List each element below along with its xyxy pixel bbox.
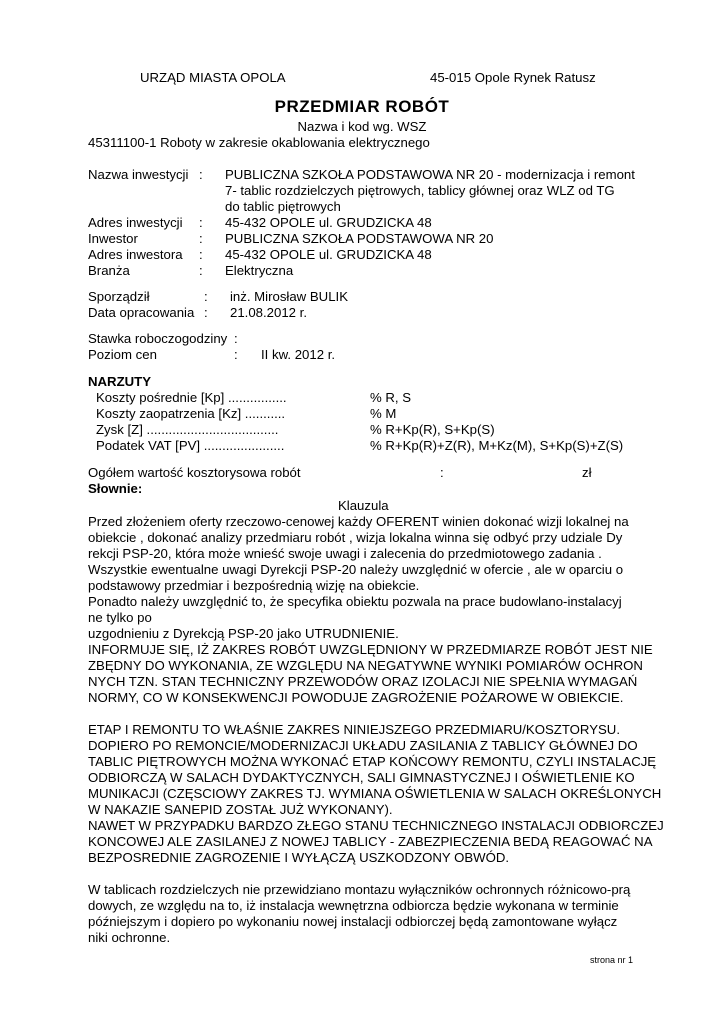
- prepared-by: inż. Mirosław BULIK: [230, 289, 348, 304]
- colon: :: [199, 263, 203, 278]
- clause-line: ODBIORCZĄ W SALACH DYDAKTYCZNYCH, SALI GIMNASTYCZNEJ I OŚWIETLENIE KO: [88, 770, 635, 785]
- investor-address: 45-432 OPOLE ul. GRUDZICKA 48: [225, 247, 432, 262]
- colon: :: [234, 347, 238, 362]
- clause-line: niki ochronne.: [88, 930, 171, 945]
- narzut-value: % R+Kp(R)+Z(R), M+Kz(M), S+Kp(S)+Z(S): [370, 438, 624, 453]
- investment-name-line-2: 7- tablic rozdzielczych piętrowych, tablicy głównej oraz WLZ od TG: [225, 183, 615, 198]
- code-line: 45311100-1 Roboty w zakresie okablowania elektrycznego: [88, 135, 430, 150]
- narzut-value: % R+Kp(R), S+Kp(S): [370, 422, 495, 437]
- clause-line: dowych, ze względu na to, iż instalacja wewnętrzna odbiorcza będzie wykonana w terminie: [88, 898, 619, 913]
- colon: :: [199, 231, 203, 246]
- clause-line: rekcji PSP-20, która może wnieść swoje uwagi i zalecenia do przedmiotowego zadania .: [88, 546, 602, 561]
- price-level-label: Poziom cen: [88, 347, 157, 362]
- total-label: Ogółem wartość kosztorysowa robót: [88, 465, 301, 480]
- colon: :: [199, 215, 203, 230]
- investment-address-label: Adres inwestycji: [88, 215, 183, 230]
- clause-line: ETAP I REMONTU TO WŁAŚNIE ZAKRES NINIEJSZEGO PRZEDMIARU/KOSZTORYSU.: [88, 722, 620, 737]
- colon: :: [440, 465, 444, 480]
- prepared-by-label: Sporządził: [88, 289, 150, 304]
- clause-line: W tablicach rozdzielczych nie przewidziano montazu wyłączników ochronnych różnicowo-prą: [88, 882, 631, 897]
- page-number: strona nr 1: [590, 955, 634, 965]
- in-words-label: Słownie:: [88, 481, 143, 496]
- clause-line: KONCOWEJ ALE ZASILANEJ Z NOWEJ TABLICY - ZABEZPIECZENIA BEDĄ REAGOWAĆ NA: [88, 834, 653, 849]
- investment-name-line-1: PUBLICZNA SZKOŁA PODSTAWOWA NR 20 - modernizacja i remont: [225, 167, 635, 182]
- document-subtitle: Nazwa i kod wg. WSZ: [297, 119, 427, 134]
- narzut-value: % M: [370, 406, 397, 421]
- clause-line: W NAKAZIE SANEPID ZOSTAŁ JUŻ WYKONANY).: [88, 802, 393, 817]
- hourly-rate-label: Stawka roboczogodziny: [88, 331, 228, 346]
- clause-line: TABLIC PIĘTROWYCH MOŻNA WYKONAĆ ETAP KOŃCOWY REMONTU, CZYLI INSTALACJĘ: [88, 754, 657, 769]
- branch-label: Branża: [88, 263, 130, 278]
- currency: zł: [582, 465, 592, 480]
- clause-line: podstawowy przedmiar i bezpośrednią wizję na obiekcie.: [88, 578, 420, 593]
- narzut-label: Zysk [Z] ....................................: [96, 422, 279, 437]
- investor-label: Inwestor: [88, 231, 138, 246]
- clause-line: BEZPOSREDNIE ZAGROZENIE I WYŁĄCZĄ USZKODZONY OBWÓD.: [88, 850, 510, 865]
- clause-line: późniejszym i dopiero po wykonaniu nowej instalacji odbiorczej będą zamontowane wyłącz: [88, 914, 618, 929]
- price-level: II kw. 2012 r.: [261, 347, 336, 362]
- office-name: URZĄD MIASTA OPOLA: [140, 70, 286, 85]
- investment-address: 45-432 OPOLE ul. GRUDZICKA 48: [225, 215, 432, 230]
- narzut-label: Podatek VAT [PV] ......................: [96, 438, 285, 453]
- investor-address-label: Adres inwestora: [88, 247, 183, 262]
- clause-line: Wszystkie ewentualne uwagi Dyrekcji PSP-20 należy uwzględnić w ofercie , ale w oparciu o: [88, 562, 624, 577]
- colon: :: [204, 289, 208, 304]
- colon: :: [199, 247, 203, 262]
- clause-line: DOPIERO PO REMONCIE/MODERNIZACJI UKŁADU ZASILANIA Z TABLICY GŁÓWNEJ DO: [88, 738, 638, 753]
- colon: :: [199, 167, 203, 182]
- clause-line: Ponadto należy uwzględnić to, że specyfika obiektu pozwala na prace budowlano-instalacyj: [88, 594, 622, 609]
- clause-line: Przed złożeniem oferty rzeczowo-cenowej każdy OFERENT winien dokonać wizji lokalnej na: [88, 514, 629, 529]
- clause-line: ZBĘDNY DO WYKONANIA, ZE WZGLĘDU NA NEGATYWNE WYNIKI POMIARÓW OCHRON: [88, 658, 643, 673]
- clause-line: obiekcie , dokonać analizy przedmiaru robót , wizja lokalna winna się odbyć przy udziale Dy: [88, 530, 623, 545]
- narzut-label: Koszty zaopatrzenia [Kz] ...........: [96, 406, 286, 421]
- investment-name-label: Nazwa inwestycji: [88, 167, 189, 182]
- investor: PUBLICZNA SZKOŁA PODSTAWOWA NR 20: [225, 231, 494, 246]
- office-address: 45-015 Opole Rynek Ratusz: [430, 70, 596, 85]
- narzuty-heading: NARZUTY: [88, 374, 152, 389]
- clause-line: NYCH TZN. STAN TECHNICZNY PRZEWODÓW ORAZ IZOLACJI NIE SPEŁNIA WYMAGAŃ: [88, 674, 638, 689]
- clause-line: uzgodnieniu z Dyrekcją PSP-20 jako UTRUDNIENIE.: [88, 626, 399, 641]
- clause-line: NORMY, CO W KONSEKWENCJI POWODUJE ZAGROŻENIE POŻAROWE W OBIEKCIE.: [88, 690, 624, 705]
- narzut-label: Koszty pośrednie [Kp] ................: [96, 390, 287, 405]
- clause-line: INFORMUJE SIĘ, IŻ ZAKRES ROBÓT UWZGLĘDNIONY W PRZEDMIARZE ROBÓT JEST NIE: [88, 642, 653, 657]
- clause-line: MUNIKACJI (CZĘSCIOWY ZAKRES TJ. WYMIANA OŚWIETLENIA W SALACH OKREŚLONYCH: [88, 786, 662, 801]
- clause-heading: Klauzula: [338, 498, 389, 513]
- colon: :: [204, 305, 208, 320]
- colon: :: [234, 331, 238, 346]
- date: 21.08.2012 r.: [230, 305, 307, 320]
- branch: Elektryczna: [225, 263, 294, 278]
- narzut-value: % R, S: [370, 390, 412, 405]
- document-title: PRZEDMIAR ROBÓT: [274, 97, 450, 116]
- date-label: Data opracowania: [88, 305, 195, 320]
- clause-line: NAWET W PRZYPADKU BARDZO ZŁEGO STANU TECHNICZNEGO INSTALACJI ODBIORCZEJ: [88, 818, 664, 833]
- clause-line: ne tylko po: [88, 610, 152, 625]
- investment-name-line-3: do tablic piętrowych: [225, 199, 341, 214]
